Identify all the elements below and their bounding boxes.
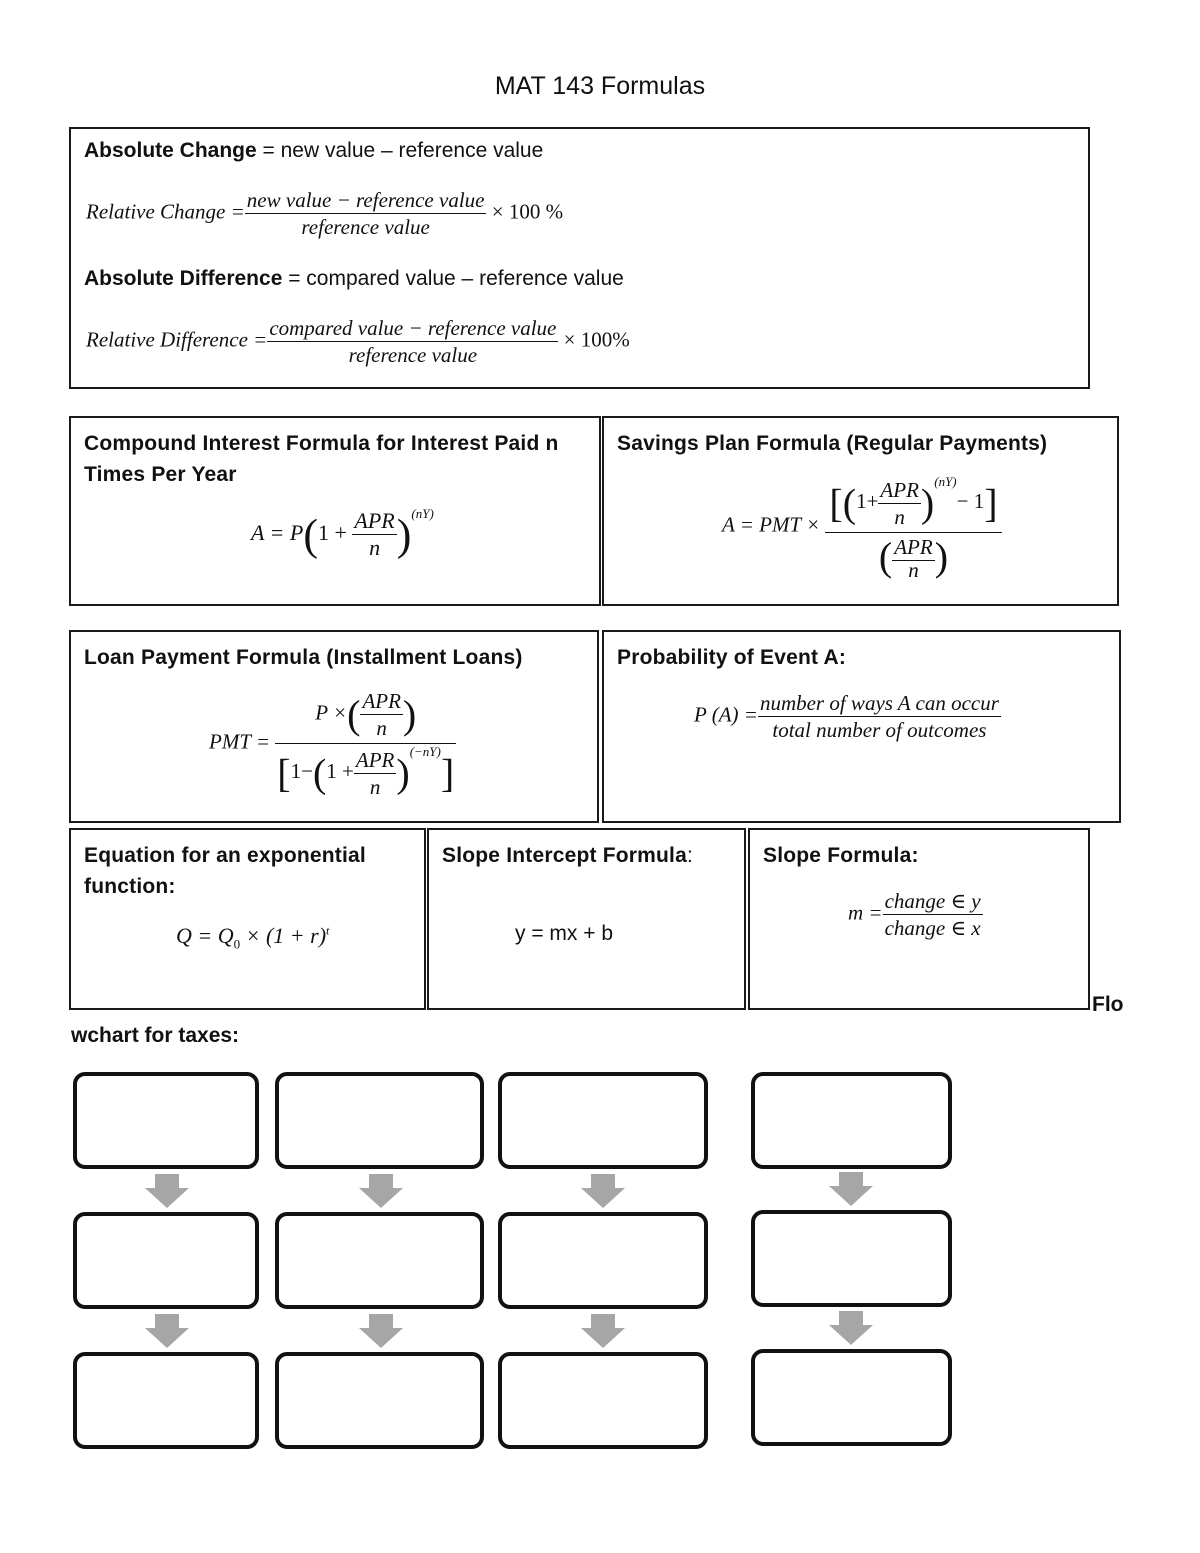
flowchart-box-col2-row2 xyxy=(275,1212,484,1309)
slope-box xyxy=(748,828,1090,1010)
compound-interest-title: Compound Interest Formula for Interest Paid n Times Per Year xyxy=(84,432,559,486)
compound-exponent: (nY) xyxy=(411,506,434,521)
slope-intercept-title: Slope Intercept Formula xyxy=(442,844,687,867)
absolute-difference-definition: = compared value – reference value xyxy=(282,267,624,290)
savings-den-denominator: n xyxy=(908,560,919,579)
compound-numerator: APR xyxy=(354,508,395,534)
relative-difference-lhs: Relative Difference = xyxy=(86,327,268,352)
flowchart-box-col1-row3 xyxy=(73,1352,259,1449)
slope-denominator: change ∈ x xyxy=(884,916,981,940)
down-arrow-icon xyxy=(145,1314,189,1348)
flowchart-box-col1-row1 xyxy=(73,1072,259,1169)
savings-denominator-fraction xyxy=(892,534,934,579)
flowchart-box-col1-row2 xyxy=(73,1212,259,1309)
loan-inner-fraction xyxy=(354,747,396,800)
absolute-difference-line xyxy=(84,267,624,291)
flowchart-heading-rest: wchart for taxes: xyxy=(71,1024,240,1047)
slope-intercept-box xyxy=(427,828,746,1010)
savings-outer-numerator: [(1+ $\frac{\text{APR}}{n}$ )$^{(nY)}$− 1] xyxy=(825,474,1001,533)
relative-change-lhs: Relative Change = xyxy=(86,199,245,224)
savings-lhs: A = PMT × xyxy=(722,512,821,537)
down-arrow-icon xyxy=(829,1172,873,1206)
flowchart-box-col4-row1 xyxy=(751,1072,952,1169)
flowchart-box-col3-row1 xyxy=(498,1072,708,1169)
relative-change-numerator: new value − reference value xyxy=(246,188,485,212)
flowchart-box-col4-row3 xyxy=(751,1349,952,1446)
savings-den-numerator: APR xyxy=(894,534,933,559)
flowchart-box-col3-row3 xyxy=(498,1352,708,1449)
slope-intercept-colon: : xyxy=(686,844,694,867)
down-arrow-icon xyxy=(359,1314,403,1348)
loan-payment-formula xyxy=(209,688,456,800)
absolute-change-definition: = new value – reference value xyxy=(256,139,544,162)
relative-difference-denominator: reference value xyxy=(348,343,478,367)
probability-formula xyxy=(694,690,1001,743)
savings-plan-box xyxy=(602,416,1119,606)
probability-fraction xyxy=(758,690,1001,743)
absolute-change-line xyxy=(84,139,543,163)
loan-payment-title: Loan Payment Formula (Installment Loans) xyxy=(84,646,523,669)
relative-change-formula xyxy=(86,187,563,240)
loan-exponent: (−nY) xyxy=(409,744,441,759)
compound-lhs: A = P xyxy=(251,520,304,545)
loan-outer-fraction xyxy=(275,688,456,800)
savings-one-plus: 1+ xyxy=(856,489,879,513)
absolute-change-label: Absolute Change xyxy=(84,139,257,162)
compound-fraction xyxy=(352,508,396,561)
exponential-formula xyxy=(176,923,329,952)
exponential-rest: × (1 + r) xyxy=(240,923,327,948)
loan-lhs: PMT = xyxy=(209,729,271,754)
relative-change-fraction xyxy=(245,187,487,240)
loan-one-minus: 1− xyxy=(290,759,313,783)
compound-one-plus: 1 + xyxy=(317,520,347,545)
exponential-subscript: 0 xyxy=(233,936,241,952)
flowchart-heading-start: Flo xyxy=(1092,993,1124,1016)
compound-denominator: n xyxy=(369,535,381,561)
relative-difference-multiplier: × 100% xyxy=(563,327,630,352)
slope-fraction xyxy=(883,888,983,941)
loan-one-plus: 1 + xyxy=(326,759,354,783)
down-arrow-icon xyxy=(581,1314,625,1348)
relative-difference-numerator: compared value − reference value xyxy=(269,316,557,340)
exponential-exponent: t xyxy=(326,923,330,938)
slope-numerator: change ∈ y xyxy=(884,889,981,913)
flowchart-box-col3-row2 xyxy=(498,1212,708,1309)
loan-numerator-fraction xyxy=(360,688,402,741)
relative-difference-fraction xyxy=(267,315,558,368)
relative-difference-formula xyxy=(86,315,630,368)
loan-numerator-apr: APR xyxy=(362,689,401,713)
exponential-title: Equation for an exponential function: xyxy=(84,844,366,898)
savings-outer-denominator: ( $\frac{\text{APR}}{n}$ ) xyxy=(878,533,949,579)
flowchart-box-col2-row1 xyxy=(275,1072,484,1169)
savings-outer-fraction xyxy=(825,474,1001,580)
slope-lhs: m = xyxy=(848,900,883,925)
exponential-box xyxy=(69,828,426,1010)
slope-title: Slope Formula: xyxy=(763,844,919,867)
savings-exponent: (nY) xyxy=(934,474,957,489)
down-arrow-icon xyxy=(581,1174,625,1208)
probability-numerator: number of ways A can occur xyxy=(759,691,999,715)
savings-plan-title: Savings Plan Formula (Regular Payments) xyxy=(617,432,1048,455)
savings-inner-denominator: n xyxy=(894,504,905,529)
savings-minus-one: − 1 xyxy=(956,489,985,513)
slope-intercept-formula: y = mx + b xyxy=(515,922,614,945)
relative-change-multiplier: × 100 % xyxy=(491,199,564,224)
compound-interest-box xyxy=(69,416,601,606)
flowchart-box-col2-row3 xyxy=(275,1352,484,1449)
page-title: MAT 143 Formulas xyxy=(494,72,706,100)
loan-inner-numerator: APR xyxy=(355,747,395,772)
down-arrow-icon xyxy=(359,1174,403,1208)
probability-title: Probability of Event A: xyxy=(617,646,847,669)
down-arrow-icon xyxy=(145,1174,189,1208)
exponential-main: Q = Q xyxy=(176,923,234,948)
probability-denominator: total number of outcomes xyxy=(772,718,987,742)
savings-plan-formula xyxy=(722,474,1002,580)
slope-intercept-title-line xyxy=(442,840,693,871)
flowchart-box-col4-row2 xyxy=(751,1210,952,1307)
loan-outer-denominator: [1−(1 + $\frac{\text{APR}}{n}$ )$^{(-nY)}$] xyxy=(277,744,455,799)
absolute-difference-label: Absolute Difference xyxy=(84,267,283,290)
savings-inner-numerator: APR xyxy=(880,477,919,502)
loan-outer-numerator: P ×( $\frac{\text{APR}}{n}$ ) xyxy=(275,688,456,744)
down-arrow-icon xyxy=(829,1311,873,1345)
change-difference-box xyxy=(69,127,1090,389)
loan-numerator-n: n xyxy=(376,716,387,740)
slope-formula xyxy=(848,888,983,941)
compound-interest-formula: A = P(1 + $\frac{\text{APR}}{n}$ )$^{(nY)}$ xyxy=(251,506,434,561)
loan-inner-denominator: n xyxy=(369,774,381,799)
probability-box xyxy=(602,630,1121,823)
relative-change-denominator: reference value xyxy=(301,215,430,239)
loan-payment-box xyxy=(69,630,599,823)
probability-lhs: P (A) = xyxy=(694,702,758,727)
loan-p-times: P × xyxy=(315,700,348,725)
savings-inner-fraction xyxy=(878,477,920,530)
